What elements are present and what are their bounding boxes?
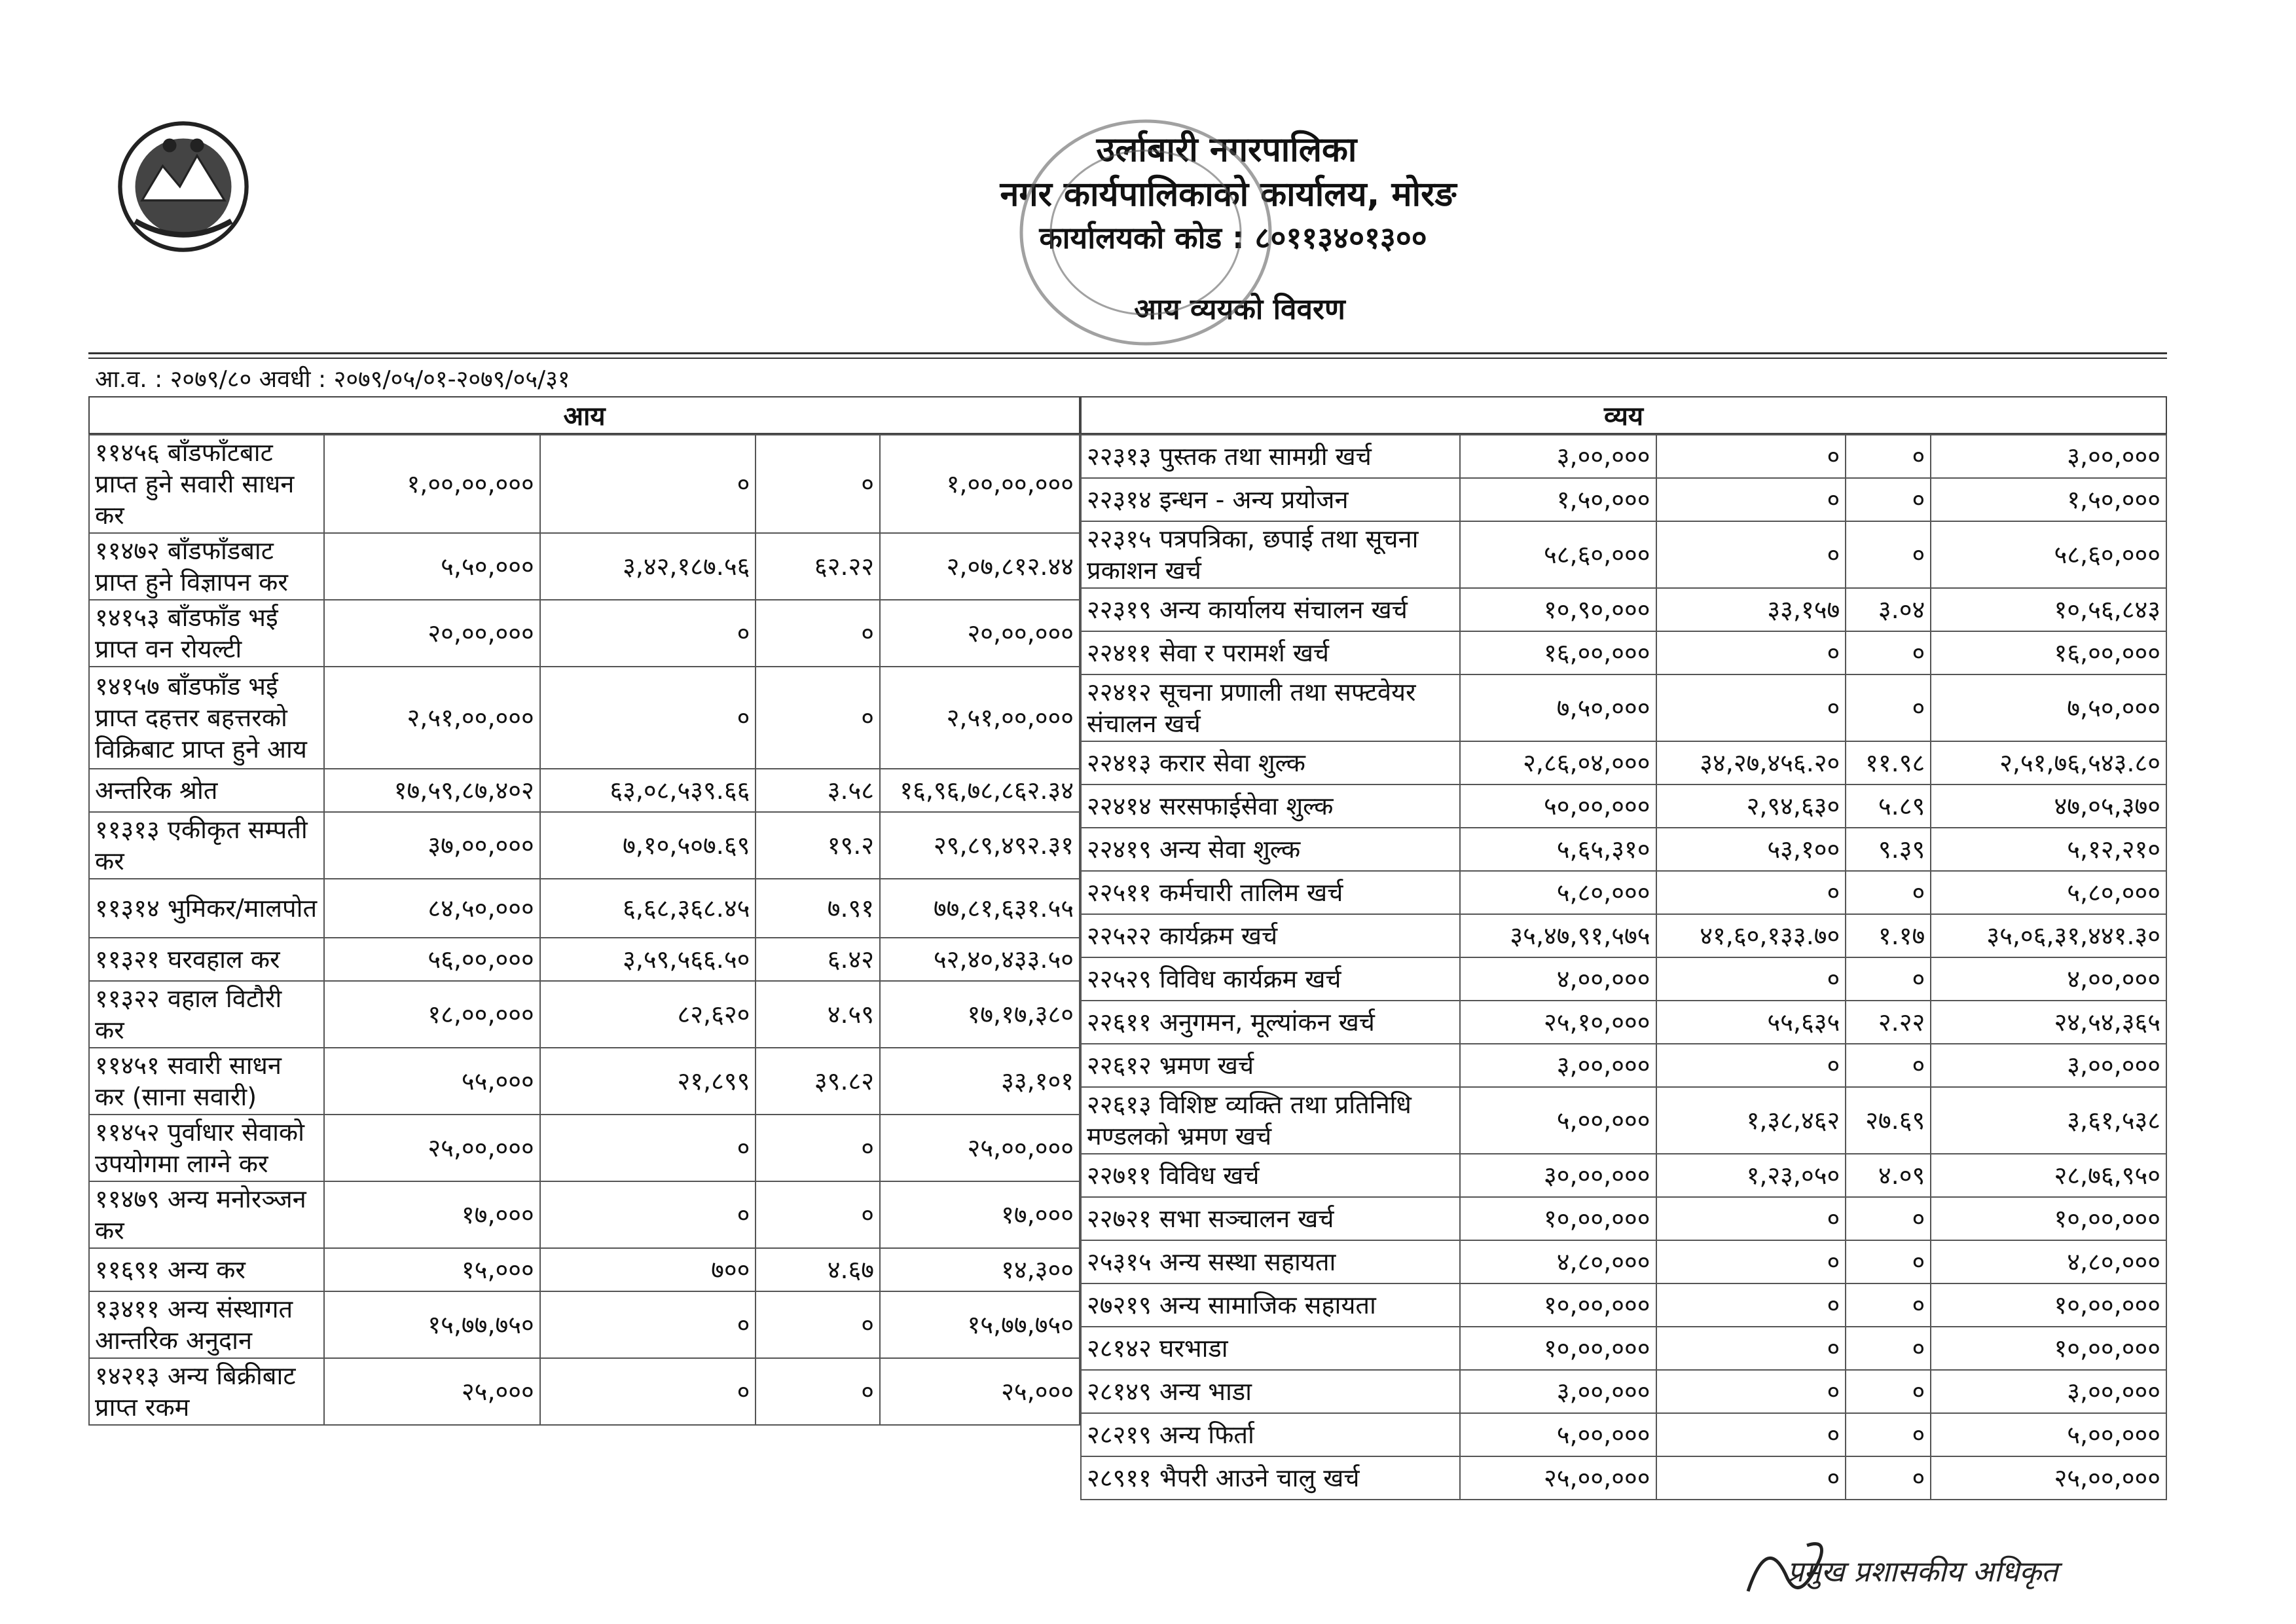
row-value: ८४,५०,००० [324, 879, 540, 938]
table-row [89, 533, 1080, 600]
table-row [1081, 1370, 2166, 1413]
row-value: ० [1656, 957, 1846, 1001]
table-row [1081, 478, 2166, 521]
row-value: ० [1656, 871, 1846, 914]
row-value: ० [1656, 1240, 1846, 1283]
row-label: ११४५२ पुर्वाधार सेवाको उपयोगमा लाग्ने कर [89, 1115, 324, 1181]
row-value: ५२,४०,४३३.५० [880, 938, 1080, 981]
row-value: ३३,१०१ [880, 1048, 1080, 1115]
row-value: २,८६,०४,००० [1460, 741, 1656, 784]
row-value: ० [1656, 1197, 1846, 1240]
row-label: २२५११ कर्मचारी तालिम खर्च [1081, 871, 1460, 914]
row-value: ५,६५,३१० [1460, 828, 1656, 871]
row-value: ० [1846, 1413, 1931, 1456]
header-rule [88, 352, 2167, 354]
row-value: २०,००,००० [324, 600, 540, 667]
row-value: ४.६७ [756, 1248, 880, 1291]
row-label: २२३१४ इन्धन - अन्य प्रयोजन [1081, 478, 1460, 521]
income-table [88, 434, 1080, 1426]
row-value: १६,००,००० [1931, 631, 2166, 674]
table-row [1081, 1197, 2166, 1240]
row-value: १०,००,००० [1460, 1197, 1656, 1240]
row-value: ० [1846, 435, 1931, 478]
row-value: ५,५०,००० [324, 533, 540, 600]
row-value: ० [1846, 1240, 1931, 1283]
row-value: ३,५९,५६६.५० [540, 938, 756, 981]
row-value: ३५,०६,३१,४४१.३० [1931, 914, 2166, 957]
table-row [1081, 521, 2166, 588]
row-value: ५६,००,००० [324, 938, 540, 981]
row-label: २२४११ सेवा र परामर्श खर्च [1081, 631, 1460, 674]
row-value: ३,६१,५३८ [1931, 1087, 2166, 1154]
row-value: १,२३,०५० [1656, 1154, 1846, 1197]
row-value: ६,६८,३६८.४५ [540, 879, 756, 938]
row-label: २८१४९ अन्य भाडा [1081, 1370, 1460, 1413]
row-label: २८१४२ घरभाडा [1081, 1327, 1460, 1370]
row-value: ० [1656, 1456, 1846, 1500]
table-row [1081, 1283, 2166, 1327]
row-value: ५,८०,००० [1460, 871, 1656, 914]
row-value: ४,८०,००० [1460, 1240, 1656, 1283]
row-value: ६२.२२ [756, 533, 880, 600]
row-value: ७,५०,००० [1931, 674, 2166, 741]
row-label: ११३१३ एकीकृत सम्पती कर [89, 812, 324, 879]
row-value: ३९.८२ [756, 1048, 880, 1115]
row-label: २८२१९ अन्य फिर्ता [1081, 1413, 1460, 1456]
row-value: ५,००,००० [1460, 1087, 1656, 1154]
row-value: २९,८९,४९२.३१ [880, 812, 1080, 879]
row-value: १६,९६,७८,८६२.३४ [880, 769, 1080, 812]
table-row [1081, 914, 2166, 957]
row-value: १०,००,००० [1460, 1283, 1656, 1327]
table-row [89, 600, 1080, 667]
table-row [89, 812, 1080, 879]
row-label: १४२१३ अन्य बिक्रीबाट प्राप्त रकम [89, 1358, 324, 1425]
row-value: २,०७,८१२.४४ [880, 533, 1080, 600]
row-value: ८२,६२० [540, 981, 756, 1048]
row-value: ३७,००,००० [324, 812, 540, 879]
table-row [1081, 674, 2166, 741]
row-value: ० [1846, 1283, 1931, 1327]
table-row [1081, 631, 2166, 674]
row-value: ० [756, 667, 880, 769]
row-value: १०,९०,००० [1460, 588, 1656, 631]
row-label: २२६१२ भ्रमण खर्च [1081, 1044, 1460, 1087]
row-value: ३,४२,१८७.५६ [540, 533, 756, 600]
row-value: ० [1656, 435, 1846, 478]
row-value: १६,००,००० [1460, 631, 1656, 674]
row-label: १३४११ अन्य संस्थागत आन्तरिक अनुदान [89, 1291, 324, 1358]
row-value: १,५०,००० [1460, 478, 1656, 521]
row-value: ० [540, 600, 756, 667]
row-value: ० [540, 1291, 756, 1358]
row-value: १,५०,००० [1931, 478, 2166, 521]
table-row [89, 667, 1080, 769]
table-row [1081, 1087, 2166, 1154]
table-row [1081, 588, 2166, 631]
table-row [1081, 1456, 2166, 1500]
row-value: ३०,००,००० [1460, 1154, 1656, 1197]
row-value: ५३,१०० [1656, 828, 1846, 871]
row-value: ३,००,००० [1931, 1370, 2166, 1413]
row-value: ४७,०५,३७० [1931, 784, 2166, 828]
row-value: ३,००,००० [1460, 1370, 1656, 1413]
row-value: २५,१०,००० [1460, 1001, 1656, 1044]
row-value: ११.९८ [1846, 741, 1931, 784]
row-value: ० [1656, 674, 1846, 741]
row-value: २०,००,००० [880, 600, 1080, 667]
row-value: ० [1846, 871, 1931, 914]
row-value: १७,००० [880, 1181, 1080, 1248]
row-value: २४,५४,३६५ [1931, 1001, 2166, 1044]
row-value: १५,७७,७५० [880, 1291, 1080, 1358]
row-label: ११४५६ बाँडफाँटबाट प्राप्त हुने सवारी साधन कर [89, 435, 324, 533]
row-value: ० [540, 435, 756, 533]
row-label: २५३१५ अन्य सस्था सहायता [1081, 1240, 1460, 1283]
row-value: ० [1656, 1283, 1846, 1327]
row-label: २२४१४ सरसफाईसेवा शुल्क [1081, 784, 1460, 828]
row-label: २२३१३ पुस्तक तथा सामग्री खर्च [1081, 435, 1460, 478]
row-value: १०,००,००० [1931, 1327, 2166, 1370]
table-row [89, 938, 1080, 981]
row-value: १,००,००,००० [324, 435, 540, 533]
row-label: २२४१९ अन्य सेवा शुल्क [1081, 828, 1460, 871]
row-value: १,००,००,००० [880, 435, 1080, 533]
row-value: ५,१२,२१० [1931, 828, 2166, 871]
row-label: २२७२१ सभा सञ्चालन खर्च [1081, 1197, 1460, 1240]
expense-table [1080, 434, 2167, 1500]
table-row [89, 1358, 1080, 1425]
row-value: ० [540, 667, 756, 769]
row-label: २२५२९ विविध कार्यक्रम खर्च [1081, 957, 1460, 1001]
row-value: ६३,०८,५३९.६६ [540, 769, 756, 812]
row-value: ० [1846, 478, 1931, 521]
row-value: ० [1846, 1044, 1931, 1087]
row-value: २५,००,००० [880, 1115, 1080, 1181]
row-value: ५,००,००० [1460, 1413, 1656, 1456]
table-row [1081, 435, 2166, 478]
row-label: १४१५७ बाँडफाँड भई प्राप्त दहत्तर बहत्तरको विक्रिबाट प्राप्त हुने आय [89, 667, 324, 769]
row-value: १७,५९,८७,४०२ [324, 769, 540, 812]
row-label: २२५२२ कार्यक्रम खर्च [1081, 914, 1460, 957]
table-row [1081, 1001, 2166, 1044]
table-row [89, 435, 1080, 533]
office-stamp-icon [1008, 108, 1283, 357]
row-value: २,५१,००,००० [880, 667, 1080, 769]
row-value: ० [1656, 521, 1846, 588]
document-title: आय व्ययको विवरण [1134, 293, 1345, 326]
row-value: ४,००,००० [1931, 957, 2166, 1001]
row-value: ० [1846, 957, 1931, 1001]
row-label: २२३१५ पत्रपत्रिका, छपाई तथा सूचना प्रकाशन खर्च [1081, 521, 1460, 588]
row-value: ७,५०,००० [1460, 674, 1656, 741]
office-name: नगर कार्यपालिकाको कार्यालय, मोरङ [1000, 175, 1457, 214]
row-label: ११३२१ घरवहाल कर [89, 938, 324, 981]
row-value: ० [1846, 631, 1931, 674]
row-value: १७,१७,३८० [880, 981, 1080, 1048]
row-value: ० [1846, 1197, 1931, 1240]
row-value: १०,००,००० [1931, 1283, 2166, 1327]
row-value: ५.८९ [1846, 784, 1931, 828]
row-value: ३३,१५७ [1656, 588, 1846, 631]
row-value: १,३८,४६२ [1656, 1087, 1846, 1154]
row-value: ३.०४ [1846, 588, 1931, 631]
row-value: ६.४२ [756, 938, 880, 981]
row-value: ० [1846, 521, 1931, 588]
row-value: ३४,२७,४५६.२० [1656, 741, 1846, 784]
row-value: ० [540, 1115, 756, 1181]
row-value: २५,००,००० [324, 1115, 540, 1181]
row-label: ११३१४ भुमिकर/मालपोत [89, 879, 324, 938]
table-row [89, 769, 1080, 812]
row-value: २१,८९९ [540, 1048, 756, 1115]
row-value: १७,००० [324, 1181, 540, 1248]
row-label: २२६११ अनुगमन, मूल्यांकन खर्च [1081, 1001, 1460, 1044]
row-label: २८९११ भैपरी आउने चालु खर्च [1081, 1456, 1460, 1500]
fiscal-period: आ.व. : २०७९/८० अवधी : २०७९/०५/०१-२०७९/०५/३१ [95, 366, 570, 393]
row-value: ० [1656, 1044, 1846, 1087]
table-row [1081, 784, 2166, 828]
row-value: ३.५८ [756, 769, 880, 812]
row-value: ७,१०,५०७.६९ [540, 812, 756, 879]
table-row [89, 1248, 1080, 1291]
row-value: ३,००,००० [1460, 435, 1656, 478]
row-value: ४.५९ [756, 981, 880, 1048]
row-value: ० [1656, 1413, 1846, 1456]
row-value: ० [756, 1181, 880, 1248]
row-value: ५८,६०,००० [1931, 521, 2166, 588]
row-value: ० [756, 1291, 880, 1358]
row-label: २२३१९ अन्य कार्यालय संचालन खर्च [1081, 588, 1460, 631]
row-value: ५,८०,००० [1931, 871, 2166, 914]
row-value: १५,००० [324, 1248, 540, 1291]
row-label: ११४७२ बाँडफाँडबाट प्राप्त हुने विज्ञापन कर [89, 533, 324, 600]
row-value: ० [756, 1115, 880, 1181]
row-label: ११३२२ वहाल विटौरी कर [89, 981, 324, 1048]
row-value: २७.६९ [1846, 1087, 1931, 1154]
row-value: ४,८०,००० [1931, 1240, 2166, 1283]
row-value: १०,००,००० [1931, 1197, 2166, 1240]
row-value: ९.३९ [1846, 828, 1931, 871]
row-value: ० [1656, 478, 1846, 521]
row-value: १९.२ [756, 812, 880, 879]
row-value: ० [1846, 1370, 1931, 1413]
row-label: २२७११ विविध खर्च [1081, 1154, 1460, 1197]
row-value: ७७,८१,६३१.५५ [880, 879, 1080, 938]
table-row [1081, 871, 2166, 914]
table-row [89, 1181, 1080, 1248]
row-value: ४.०९ [1846, 1154, 1931, 1197]
row-value: ७०० [540, 1248, 756, 1291]
table-row [1081, 1327, 2166, 1370]
table-row [1081, 1044, 2166, 1087]
row-value: ३,००,००० [1931, 1044, 2166, 1087]
row-label: अन्तरिक श्रोत [89, 769, 324, 812]
table-row [1081, 1413, 2166, 1456]
table-row [89, 879, 1080, 938]
row-value: ३,००,००० [1931, 435, 2166, 478]
row-label: २२६१३ विशिष्ट व्यक्ति तथा प्रतिनिधि मण्डलको भ्रमण खर्च [1081, 1087, 1460, 1154]
row-value: १.१७ [1846, 914, 1931, 957]
row-value: ० [1656, 631, 1846, 674]
row-value: ० [540, 1181, 756, 1248]
table-row [1081, 828, 2166, 871]
row-value: ५०,००,००० [1460, 784, 1656, 828]
row-value: ५५,००० [324, 1048, 540, 1115]
row-label: १४१५३ बाँडफाँड भई प्राप्त वन रोयल्टी [89, 600, 324, 667]
row-value: १५,७७,७५० [324, 1291, 540, 1358]
row-value: ० [1846, 674, 1931, 741]
row-value: ० [1656, 1327, 1846, 1370]
row-label: २७२१९ अन्य सामाजिक सहायता [1081, 1283, 1460, 1327]
row-value: ० [1656, 1370, 1846, 1413]
table-row [89, 1291, 1080, 1358]
row-value: ३५,४७,९१,५७५ [1460, 914, 1656, 957]
table-row [89, 1048, 1080, 1115]
row-value: ५५,६३५ [1656, 1001, 1846, 1044]
row-value: ० [756, 1358, 880, 1425]
row-value: १८,००,००० [324, 981, 540, 1048]
table-row [89, 1115, 1080, 1181]
row-value: ० [1846, 1456, 1931, 1500]
table-row [1081, 1154, 2166, 1197]
header-rule-thin [88, 358, 2167, 359]
table-row [1081, 957, 2166, 1001]
table-row [89, 981, 1080, 1048]
row-value: ० [1846, 1327, 1931, 1370]
row-label: ११६९१ अन्य कर [89, 1248, 324, 1291]
row-value: १४,३०० [880, 1248, 1080, 1291]
table-row [1081, 741, 2166, 784]
row-value: २५,००,००० [1460, 1456, 1656, 1500]
row-value: १०,५६,८४३ [1931, 588, 2166, 631]
row-value: ७.९१ [756, 879, 880, 938]
row-value: २५,००० [880, 1358, 1080, 1425]
expense-section-heading: व्यय [1080, 396, 2167, 434]
row-value: २५,००० [324, 1358, 540, 1425]
income-section-heading: आय [88, 396, 1080, 434]
signatory-title: प्रमुख प्रशासकीय अधिकृत [1787, 1555, 2058, 1589]
row-value: ४१,६०,१३३.७० [1656, 914, 1846, 957]
row-label: २२४१२ सूचना प्रणाली तथा सफ्टवेयर संचालन खर्च [1081, 674, 1460, 741]
row-value: ५,००,००० [1931, 1413, 2166, 1456]
row-value: ३,००,००० [1460, 1044, 1656, 1087]
row-value: १०,००,००० [1460, 1327, 1656, 1370]
row-value: ० [756, 435, 880, 533]
row-value: ० [540, 1358, 756, 1425]
row-value: २,५१,७६,५४३.८० [1931, 741, 2166, 784]
row-value: २५,००,००० [1931, 1456, 2166, 1500]
row-label: ११४५१ सवारी साधन कर (साना सवारी) [89, 1048, 324, 1115]
row-value: ४,००,००० [1460, 957, 1656, 1001]
municipality-name: उर्लाबारी नगरपालिका [1096, 130, 1357, 170]
table-row [1081, 1240, 2166, 1283]
row-value: २.२२ [1846, 1001, 1931, 1044]
row-label: ११४७९ अन्य मनोरञ्जन कर [89, 1181, 324, 1248]
row-value: २८,७६,९५० [1931, 1154, 2166, 1197]
row-value: ० [756, 600, 880, 667]
row-value: २,९४,६३० [1656, 784, 1846, 828]
row-label: २२४१३ करार सेवा शुल्क [1081, 741, 1460, 784]
office-code: कार्यालयको कोड : ८०११३४०१३०० [1039, 220, 1427, 255]
row-value: ५८,६०,००० [1460, 521, 1656, 588]
row-value: २,५१,००,००० [324, 667, 540, 769]
